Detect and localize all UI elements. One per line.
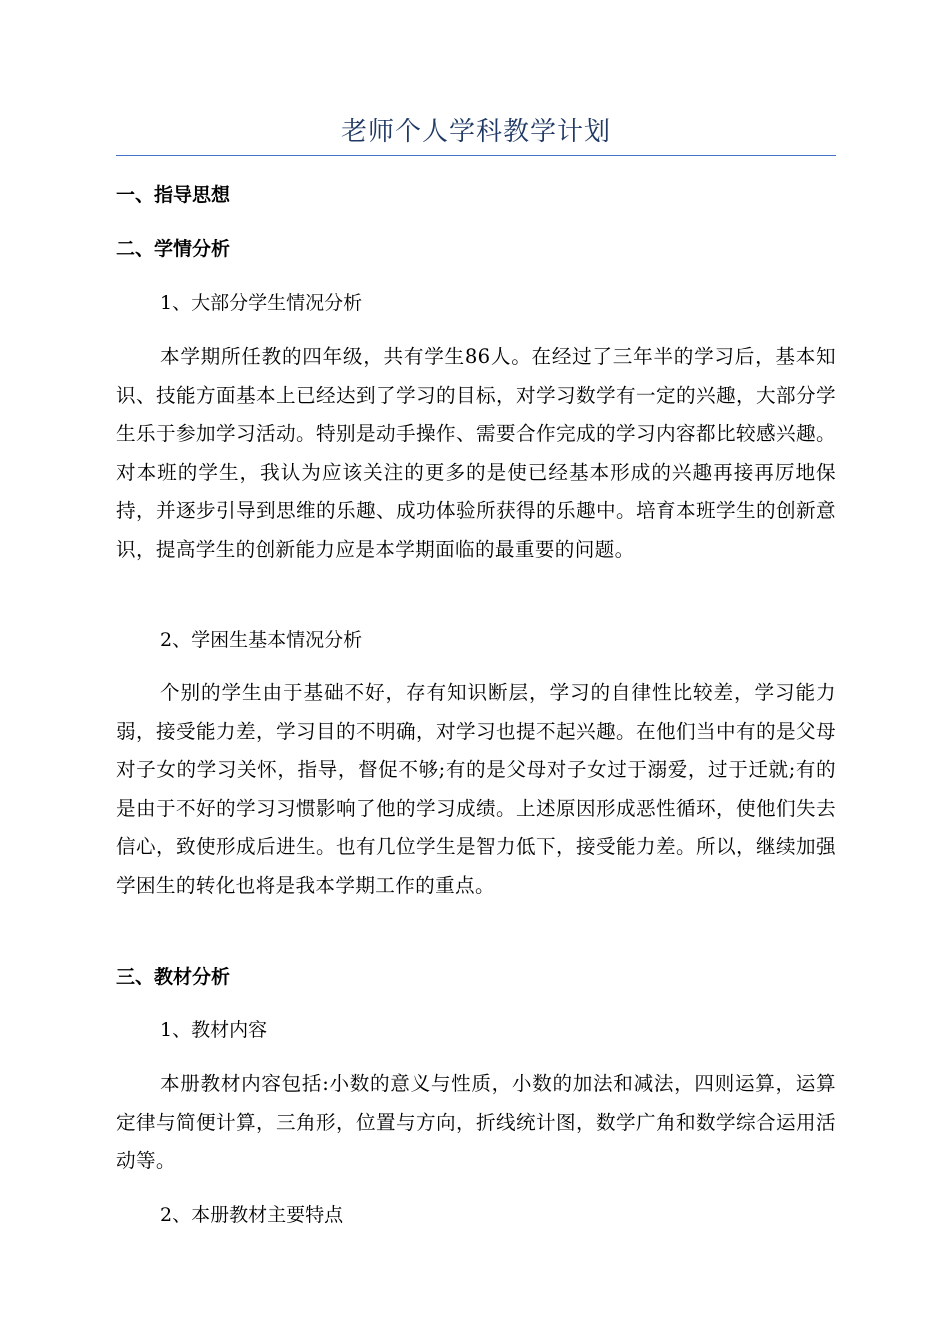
title-underline <box>116 155 836 156</box>
paragraph-majority-students: 本学期所任教的四年级，共有学生86人。在经过了三年半的学习后，基本知识、技能方面基本上已经达到了学习的目标，对学习数学有一定的兴趣，大部分学生乐于参加学习活动。特别是动手操作、需要合作完成的学习内容都比较感兴趣。对本班的学生，我认为应该关注的更多的是使已经基本形成的兴趣再接再厉地保持，并逐步引导到思维的乐趣、成功体验所获得的乐趣中。培育本班学生的创新意识，提高学生的创新能力应是本学期面临的最重要的问题。 <box>116 345 836 561</box>
paragraph-textbook-content: 本册教材内容包括:小数的意义与性质，小数的加法和减法，四则运算，运算定律与简便计算，三角形，位置与方向，折线统计图，数学广角和数学综合运用活动等。 <box>116 1072 836 1173</box>
subsection-label-majority-students: 1、大部分学生情况分析 <box>160 292 363 314</box>
subsection-label-textbook-features: 2、本册教材主要特点 <box>160 1204 344 1226</box>
subsection-label-textbook-content: 1、教材内容 <box>160 1019 268 1041</box>
paragraph-struggling-students: 个别的学生由于基础不好，存有知识断层，学习的自律性比较差，学习能力弱，接受能力差，学习目的不明确，对学习也提不起兴趣。在他们当中有的是父母对子女的学习关怀，指导，督促不够;有的是父母对子女过于溺爱，过于迁就;有的是由于不好的学习习惯影响了他的学习成绩。上述原因形成恶性循环，使他们失去信心，致使形成后进生。也有几位学生是智力低下，接受能力差。所以，继续加强学困生的转化也将是我本学期工作的重点。 <box>116 681 836 897</box>
document-title: 老师个人学科教学计划 <box>340 117 611 147</box>
section-heading-textbook-analysis: 三、教材分析 <box>116 966 231 988</box>
section-heading-student-analysis: 二、学情分析 <box>116 238 231 260</box>
subsection-label-struggling-students: 2、学困生基本情况分析 <box>160 629 363 651</box>
section-heading-guiding-thought: 一、指导思想 <box>116 184 231 206</box>
